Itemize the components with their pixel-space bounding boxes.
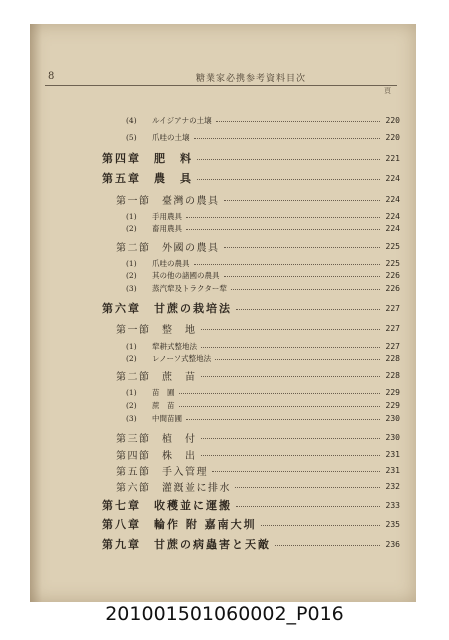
toc-entry-section	[0, 367, 449, 383]
toc-entry-section	[0, 446, 449, 462]
toc-entry-text: 畜用農具	[152, 223, 182, 233]
dot-leader	[197, 179, 380, 180]
toc-entry-label: 第九章 甘蔗の病蟲害と天敵	[102, 538, 271, 551]
toc-entry-label: 第五章 農 具	[102, 172, 193, 185]
toc-entry-text: 苗 圃	[152, 387, 175, 397]
image-id-caption: 201001501060002_P016	[105, 603, 344, 625]
toc-entry-text: 手用農具	[152, 211, 182, 221]
toc-entry-label: 第六節 灌漑並に排水	[116, 482, 231, 494]
dot-leader	[201, 329, 380, 330]
toc-page-number: 226	[385, 283, 400, 293]
dot-leader	[231, 289, 380, 290]
toc-entry-chapter	[0, 150, 449, 166]
page-column-label: 頁	[384, 87, 391, 95]
toc-entry-number: (1)	[126, 258, 137, 268]
toc-entry-number: (2)	[126, 270, 137, 280]
toc-entry-text: 爪哇の土壌	[152, 132, 190, 142]
toc-page-number: 227	[385, 323, 400, 333]
dot-leader	[261, 525, 380, 526]
toc-entry-chapter	[0, 170, 449, 186]
toc-entry-number: (1)	[126, 387, 137, 397]
toc-page-number: 226	[385, 270, 400, 280]
toc-entry-text: 蔗 苗	[152, 400, 175, 410]
toc-entry-label: 第二節 蔗 苗	[116, 371, 197, 383]
toc-page-number: 231	[385, 465, 400, 475]
dot-leader	[197, 159, 380, 160]
toc-page-number: 229	[385, 400, 400, 410]
toc-entry-chapter	[0, 497, 449, 513]
toc-page-number: 225	[385, 258, 400, 268]
toc-page-number: 236	[385, 539, 400, 549]
toc-entry-text: 其の他の諸國の農具	[152, 270, 220, 280]
toc-entry-label	[126, 115, 212, 126]
toc-entry-label	[126, 270, 220, 281]
dot-leader	[224, 247, 380, 248]
toc-entry-label	[126, 387, 175, 398]
dot-leader	[224, 200, 380, 201]
dot-leader	[194, 264, 380, 265]
toc-page-number: 228	[385, 370, 400, 380]
toc-entry-label	[126, 132, 190, 143]
toc-page-number: 232	[385, 481, 400, 491]
toc-entry-number: (2)	[126, 223, 137, 233]
toc-page-number: 227	[385, 341, 400, 351]
page-number: 8	[48, 71, 55, 82]
toc-entry-number: (5)	[126, 132, 137, 142]
toc-page-number: 230	[385, 413, 400, 423]
toc-page-number: 224	[385, 194, 400, 204]
toc-entry-label: 第一節 臺灣の農具	[116, 195, 220, 207]
toc-entry-text: 爪哇の農具	[152, 258, 190, 268]
toc-entry-number: (3)	[126, 283, 137, 293]
toc-entry-text: 中間苗圃	[152, 413, 182, 423]
toc-entry-label	[126, 283, 227, 294]
toc-page-number: 221	[385, 153, 400, 163]
toc-page-number: 220	[385, 115, 400, 125]
toc-page-number: 230	[385, 432, 400, 442]
toc-entry-label	[126, 413, 182, 424]
toc-entry-text: レノーソ式整地法	[152, 353, 212, 363]
toc-page-number: 235	[385, 519, 400, 529]
dot-leader	[216, 121, 380, 122]
toc-entry-section	[0, 238, 449, 254]
toc-entry-section	[0, 320, 449, 336]
dot-leader	[186, 229, 380, 230]
dot-leader	[186, 419, 380, 420]
running-header-title: 糖業家必携参考資料目次	[196, 74, 307, 84]
toc-entry-number: (2)	[126, 353, 137, 363]
toc-entry-sub	[0, 350, 449, 366]
toc-entry-section	[0, 191, 449, 207]
toc-entry-number: (1)	[126, 341, 137, 351]
toc-entry-label: 第五節 手入管理	[116, 466, 208, 478]
toc-page-number: 224	[385, 211, 400, 221]
toc-entry-label	[126, 223, 182, 234]
toc-entry-label: 第四章 肥 料	[102, 152, 193, 165]
toc-page-number: 224	[385, 223, 400, 233]
toc-page-number: 233	[385, 500, 400, 510]
toc-entry-label: 第七章 收穫並に運搬	[102, 499, 232, 512]
dot-leader	[201, 438, 380, 439]
toc-entry-text: 犂耕式整地法	[152, 341, 197, 351]
dot-leader	[212, 471, 380, 472]
toc-entry-label	[126, 353, 211, 364]
toc-page-number: 224	[385, 173, 400, 183]
dot-leader	[224, 276, 380, 277]
toc-page-number: 227	[385, 303, 400, 313]
toc-page-number: 225	[385, 241, 400, 251]
toc-page-number: 220	[385, 132, 400, 142]
toc-entry-section	[0, 478, 449, 494]
toc-entry-number: (2)	[126, 400, 137, 410]
toc-entry-number: (3)	[126, 413, 137, 423]
toc-entry-label: 第一節 整 地	[116, 324, 197, 336]
toc-entry-label: 第三節 植 付	[116, 433, 197, 445]
toc-entry-label: 第六章 甘蔗の栽培法	[102, 302, 232, 315]
toc-entry-section	[0, 429, 449, 445]
dot-leader	[201, 455, 380, 456]
toc-entry-sub	[0, 129, 449, 145]
toc-entry-text: ルイジアナの土壌	[152, 115, 212, 125]
dot-leader	[215, 359, 380, 360]
toc-entry-section	[0, 462, 449, 478]
toc-entry-sub	[0, 112, 449, 128]
dot-leader	[235, 487, 380, 488]
dot-leader	[201, 376, 380, 377]
dot-leader	[186, 217, 380, 218]
dot-leader	[194, 138, 380, 139]
toc-page-number: 229	[385, 387, 400, 397]
toc-page-number: 231	[385, 449, 400, 459]
toc-entry-label	[126, 400, 175, 411]
dot-leader	[236, 506, 380, 507]
dot-leader	[179, 393, 380, 394]
dot-leader	[275, 545, 380, 546]
header-rule	[45, 85, 397, 86]
toc-entry-number: (1)	[126, 211, 137, 221]
toc-entry-chapter	[0, 300, 449, 316]
toc-entry-label: 第二節 外國の農具	[116, 242, 220, 254]
dot-leader	[179, 406, 380, 407]
toc-entry-sub	[0, 220, 449, 236]
toc-entry-label: 第八章 輪作 附 嘉南大圳	[102, 518, 257, 531]
toc-entry-text: 蒸汽犂及トラクター犂	[152, 283, 227, 293]
toc-entry-chapter	[0, 536, 449, 552]
toc-entry-sub	[0, 280, 449, 296]
dot-leader	[236, 309, 380, 310]
dot-leader	[201, 347, 380, 348]
toc-entry-chapter	[0, 516, 449, 532]
toc-entry-sub	[0, 410, 449, 426]
toc-page-number: 228	[385, 353, 400, 363]
toc-entry-label: 第四節 株 出	[116, 450, 197, 462]
toc-entry-number: (4)	[126, 115, 137, 125]
